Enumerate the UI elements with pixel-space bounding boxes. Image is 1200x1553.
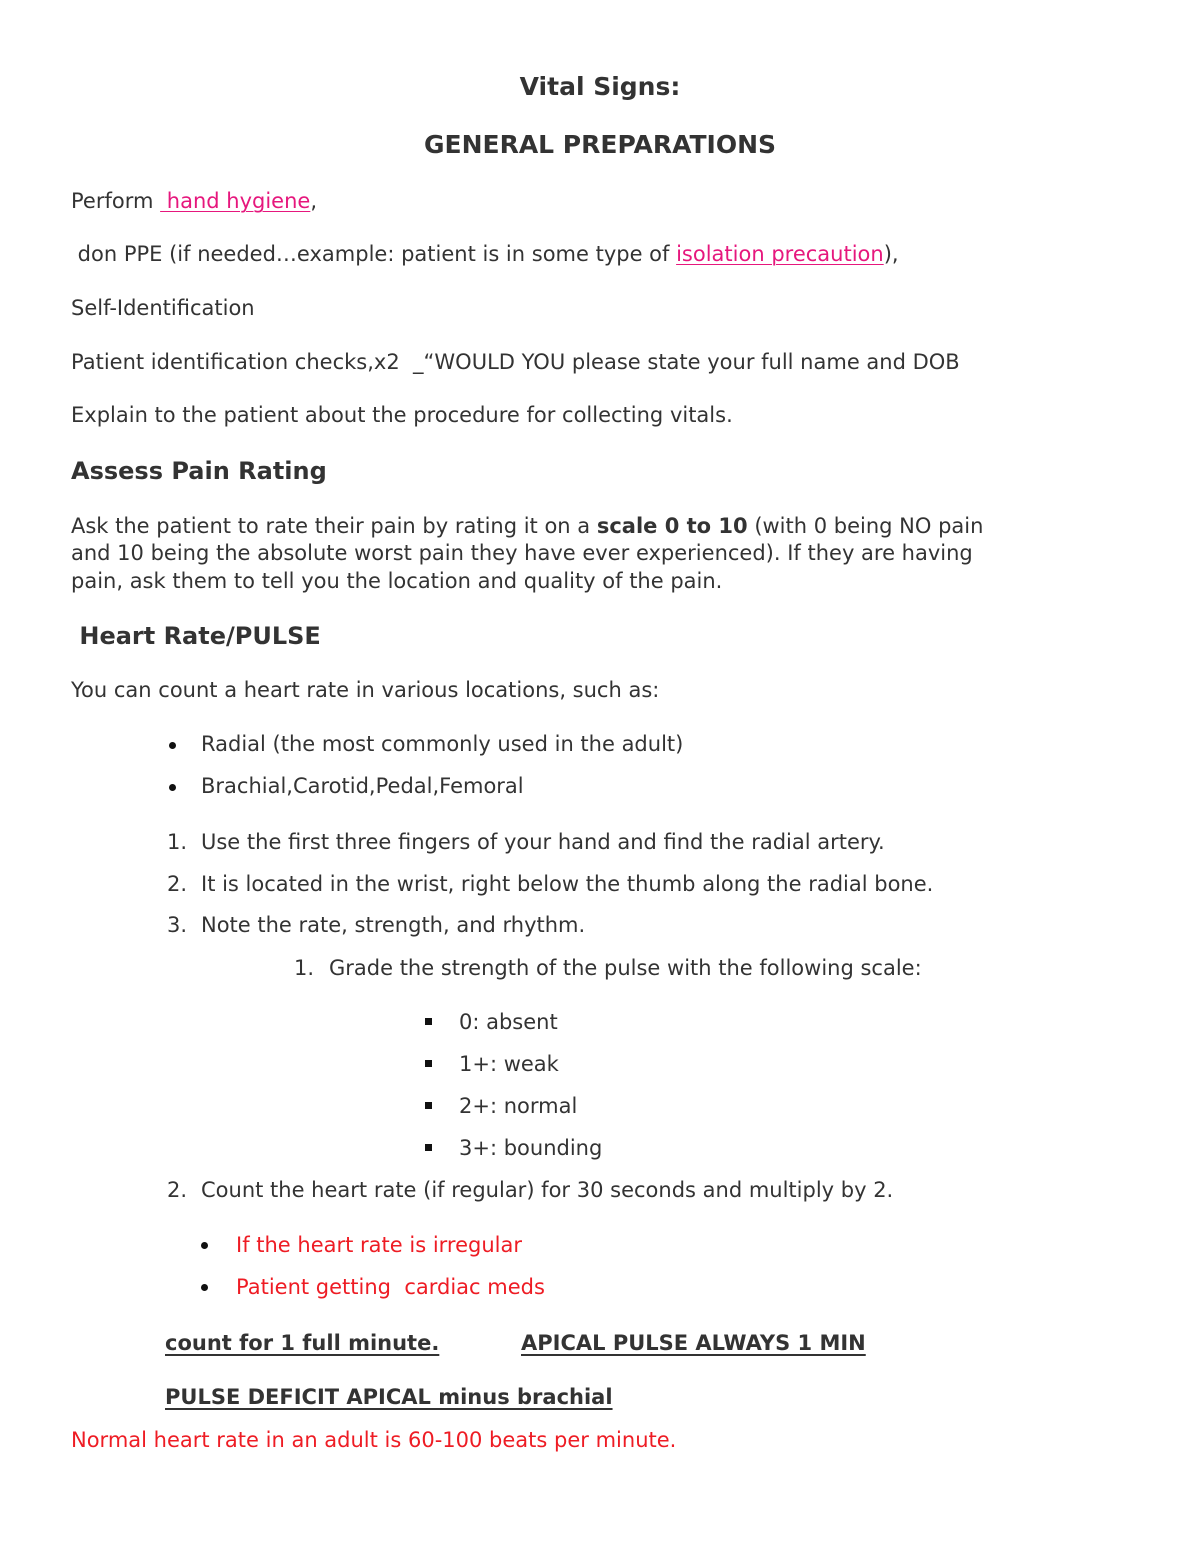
sub-step-number: 1.	[293, 956, 314, 980]
hand-hygiene-line	[71, 188, 317, 214]
pain-paragraph-line-1	[71, 513, 983, 539]
self-identification-line: Self-Identification	[71, 296, 255, 320]
explain-procedure-line: Explain to the patient about the procedure for collecting vitals.	[71, 403, 733, 427]
full-minute-note: count for 1 full minute.	[165, 1331, 440, 1355]
scale-item: 3+: bounding	[459, 1136, 603, 1160]
exception-item: If the heart rate is irregular	[236, 1233, 522, 1257]
list-item-location: Radial (the most commonly used in the adult)	[201, 732, 684, 756]
scale-item: 0: absent	[459, 1010, 558, 1034]
ppe-line	[71, 241, 899, 267]
pain-line-1-end: (with 0 being NO pain	[747, 514, 984, 538]
bullet-icon	[169, 784, 176, 791]
pulse-intro-line: You can count a heart rate in various locations, such as:	[71, 678, 660, 702]
section-heading-general-preparations: GENERAL PREPARATIONS	[423, 130, 777, 159]
step-item: Count the heart rate (if regular) for 30 seconds and multiply by 2.	[201, 1178, 894, 1202]
pain-paragraph-line-2: and 10 being the absolute worst pain they have ever experienced). If they are having	[71, 541, 973, 565]
bullet-icon	[201, 1284, 208, 1291]
scale-item: 2+: normal	[459, 1094, 578, 1118]
hand-hygiene-prefix: Perform	[71, 189, 161, 213]
step-number: 3.	[166, 913, 187, 937]
list-item-location: Brachial,Carotid,Pedal,Femoral	[201, 774, 524, 798]
ppe-prefix: don PPE (if needed…example: patient is in some type of	[71, 242, 677, 266]
scale-item: 1+: weak	[459, 1052, 559, 1076]
square-bullet-icon	[425, 1102, 432, 1109]
apical-pulse-note: APICAL PULSE ALWAYS 1 MIN	[521, 1331, 866, 1355]
bullet-icon	[201, 1242, 208, 1249]
patient-identification-line: Patient identification checks,x2 _“WOULD YOU please state your full name and DOB	[71, 350, 960, 374]
isolation-precaution-link[interactable]: isolation precaution	[676, 242, 884, 266]
step-item: It is located in the wrist, right below the thumb along the radial bone.	[201, 872, 934, 896]
step-number: 2.	[166, 1178, 187, 1202]
pain-scale-emphasis: scale 0 to 10	[596, 514, 748, 538]
bullet-icon	[169, 742, 176, 749]
hand-hygiene-link[interactable]: hand hygiene	[160, 189, 311, 213]
square-bullet-icon	[425, 1144, 432, 1151]
pain-line-1-text: Ask the patient to rate their pain by rating it on a	[71, 514, 597, 538]
step-item: Use the first three fingers of your hand and find the radial artery.	[201, 830, 885, 854]
step-number: 1.	[166, 830, 187, 854]
pulse-deficit-note: PULSE DEFICIT APICAL minus brachial	[165, 1385, 613, 1409]
step-item: Note the rate, strength, and rhythm.	[201, 913, 586, 937]
square-bullet-icon	[425, 1060, 432, 1067]
hand-hygiene-suffix: ,	[310, 189, 318, 213]
exception-item: Patient getting cardiac meds	[236, 1275, 545, 1299]
normal-heart-rate-note: Normal heart rate in an adult is 60-100 beats per minute.	[71, 1428, 677, 1452]
ppe-suffix: ),	[883, 242, 899, 266]
sub-step-item: Grade the strength of the pulse with the following scale:	[329, 956, 922, 980]
document-title: Vital Signs:	[519, 72, 681, 101]
section-heading-heart-rate: Heart Rate/PULSE	[71, 622, 321, 650]
step-number: 2.	[166, 872, 187, 896]
square-bullet-icon	[425, 1018, 432, 1025]
section-heading-assess-pain: Assess Pain Rating	[71, 457, 327, 485]
pain-paragraph-line-3: pain, ask them to tell you the location and quality of the pain.	[71, 569, 723, 593]
